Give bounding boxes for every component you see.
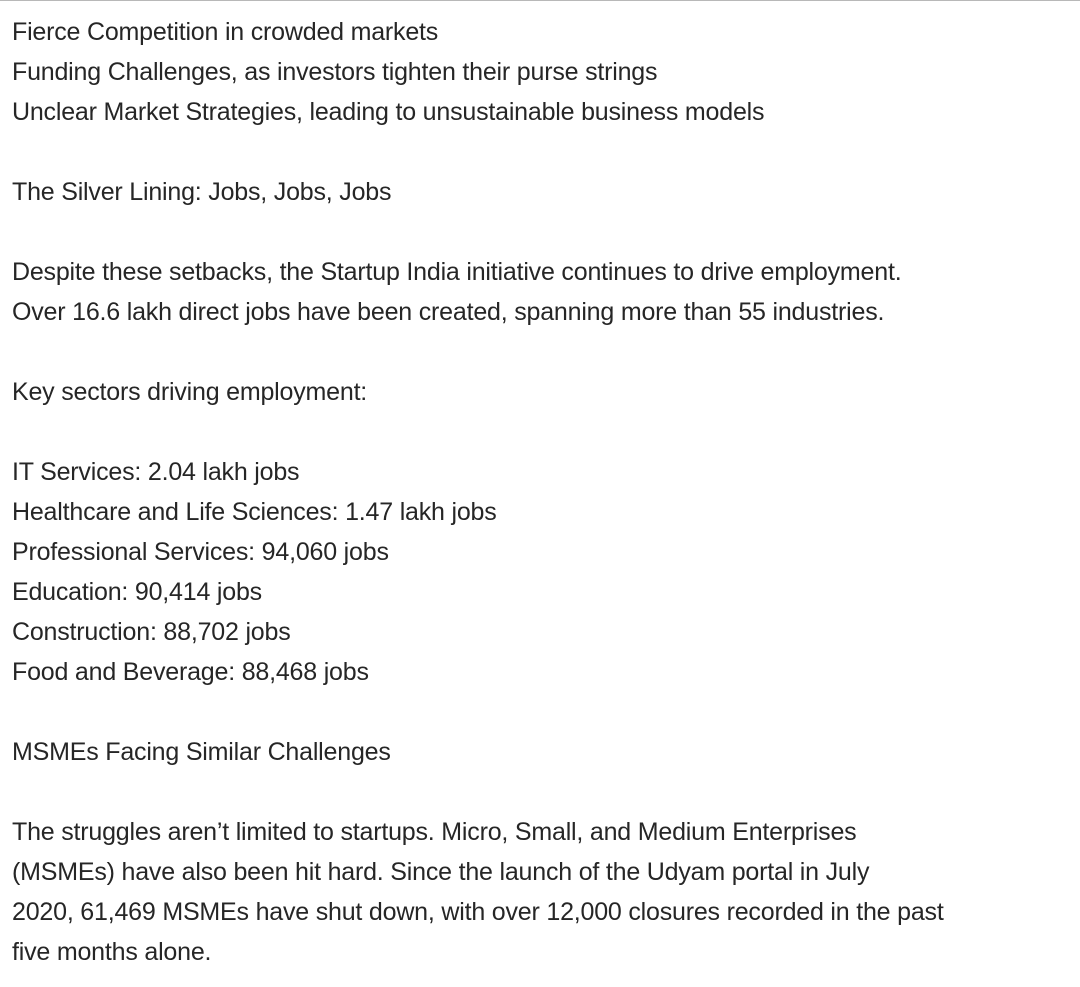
sector-item: Professional Services: 94,060 jobs xyxy=(12,538,389,566)
paragraph-line: 2020, 61,469 MSMEs have shut down, with over 12,000 closures recorded in the past xyxy=(12,898,944,926)
paragraph-line: (MSMEs) have also been hit hard. Since the launch of the Udyam portal in July xyxy=(12,858,870,886)
challenge-item: Fierce Competition in crowded markets xyxy=(12,18,439,46)
paragraph-line: Despite these setbacks, the Startup India initiative continues to drive employment. xyxy=(12,258,902,286)
sector-item: IT Services: 2.04 lakh jobs xyxy=(12,458,300,486)
top-divider xyxy=(0,0,1080,1)
blank-line xyxy=(12,412,1068,452)
msme-heading: MSMEs Facing Similar Challenges xyxy=(12,738,391,766)
paragraph-line: The struggles aren’t limited to startups. Micro, Small, and Medium Enterprises xyxy=(12,818,857,846)
key-sectors-intro: Key sectors driving employment: xyxy=(12,378,368,406)
blank-line xyxy=(12,132,1068,172)
paragraph-line: five months alone. xyxy=(12,938,212,966)
paragraph-line: Over 16.6 lakh direct jobs have been created, spanning more than 55 industries. xyxy=(12,298,885,326)
challenge-item: Funding Challenges, as investors tighten their purse strings xyxy=(12,58,658,86)
blank-line xyxy=(12,212,1068,252)
sector-item: Healthcare and Life Sciences: 1.47 lakh jobs xyxy=(12,498,497,526)
blank-line xyxy=(12,772,1068,812)
blank-line xyxy=(12,692,1068,732)
sector-item: Construction: 88,702 jobs xyxy=(12,618,291,646)
post-text xyxy=(12,12,1068,972)
sector-item: Education: 90,414 jobs xyxy=(12,578,262,606)
blank-line xyxy=(12,332,1068,372)
silver-lining-heading: The Silver Lining: Jobs, Jobs, Jobs xyxy=(12,178,392,206)
sector-item: Food and Beverage: 88,468 jobs xyxy=(12,658,369,686)
challenge-item: Unclear Market Strategies, leading to unsustainable business models xyxy=(12,98,765,126)
